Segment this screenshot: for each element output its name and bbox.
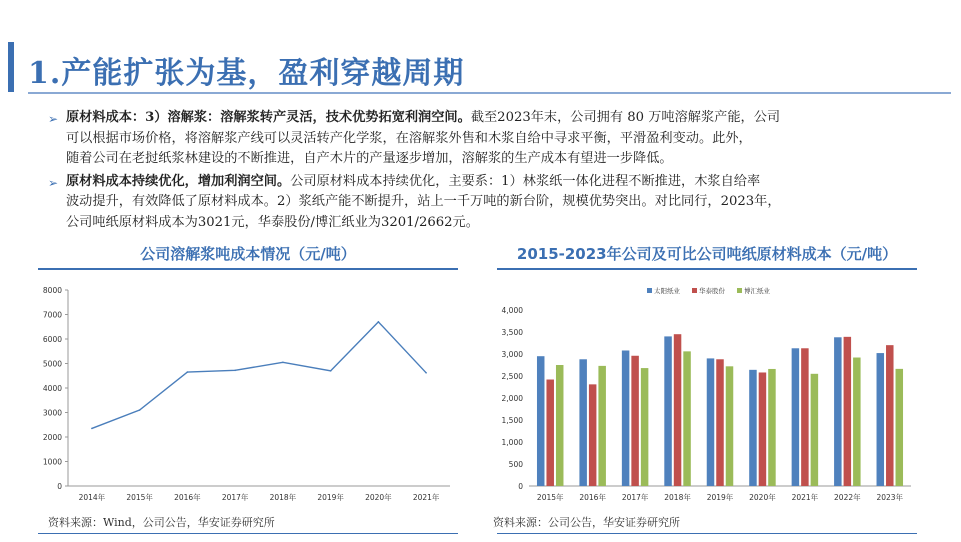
- page-title: 1.产能扩张为基，盈利穿越周期: [28, 56, 465, 91]
- y-tick-label: 1000: [42, 457, 62, 467]
- bar: [631, 356, 639, 486]
- bar: [792, 348, 800, 486]
- legend-label: 太阳纸业: [654, 287, 680, 295]
- y-tick-label: 8000: [42, 286, 62, 295]
- left-line-chart: [38, 276, 458, 506]
- x-tick-label: 2018年: [664, 493, 691, 502]
- bar: [716, 359, 724, 486]
- series-line: [92, 322, 426, 429]
- bar: [546, 380, 554, 486]
- y-tick-label: 2,000: [501, 394, 523, 403]
- right-bottom-rule: [497, 533, 917, 534]
- bar: [768, 369, 776, 486]
- data-point: [282, 361, 284, 363]
- bar: [811, 374, 819, 486]
- x-tick-label: 2015年: [126, 493, 153, 502]
- y-tick-label: 1,000: [501, 438, 523, 447]
- title-divider: [28, 92, 951, 94]
- bullet-lead: 原材料成本：3）溶解浆：溶解浆转产灵活，技术优势拓宽利润空间。: [66, 110, 471, 125]
- legend-label: 博汇纸业: [744, 287, 770, 295]
- bar: [749, 370, 757, 486]
- x-tick-label: 2019年: [317, 493, 344, 502]
- bar: [896, 369, 904, 486]
- y-tick-label: 3,000: [501, 350, 523, 359]
- x-tick-label: 2020年: [749, 493, 776, 502]
- y-tick-label: 500: [508, 460, 523, 469]
- data-point: [330, 370, 332, 372]
- bar: [589, 384, 597, 486]
- x-tick-label: 2015年: [536, 493, 564, 502]
- bullet-text-line: 截至2023年末，公司拥有 80 万吨溶解浆产能，公司: [470, 110, 781, 125]
- x-tick-label: 2018年: [269, 493, 297, 502]
- bullet-text-line: 波动提升，有效降低了原材料成本。2）浆纸产能不断提升，站上一千万吨的新台阶，规模优势突出。对比同行，2023年，: [66, 194, 781, 209]
- y-tick-label: 3000: [42, 408, 62, 418]
- left-chart-source: 资料来源：Wind，公司公告，华安证券研究所: [48, 516, 275, 529]
- bullet-lead: 原材料成本持续优化，增加利润空间。: [66, 173, 291, 189]
- left-chart-title: 公司溶解浆吨成本情况（元/吨）: [140, 245, 356, 263]
- bar: [726, 366, 734, 486]
- bar: [707, 358, 715, 486]
- y-tick-label: 4,000: [501, 306, 523, 315]
- x-tick-label: 2014年: [78, 493, 106, 502]
- right-chart-title: 2015-2023年公司及可比公司吨纸原材料成本（元/吨）: [516, 245, 898, 263]
- bullet-list: [48, 108, 918, 235]
- right-bar-chart: [497, 276, 917, 506]
- y-tick-label: 5000: [42, 359, 62, 369]
- bar: [556, 365, 564, 486]
- bar: [664, 336, 672, 486]
- legend-label: 华泰股份: [699, 287, 725, 295]
- x-tick-label: 2016年: [174, 493, 201, 502]
- bar: [877, 353, 885, 486]
- y-tick-label: 6000: [42, 335, 62, 344]
- y-tick-label: 0: [518, 482, 523, 491]
- bullet-arrow-icon: ➢: [48, 175, 59, 190]
- legend-swatch: [737, 288, 742, 293]
- x-tick-label: 2016年: [579, 493, 606, 502]
- legend-swatch: [647, 288, 652, 293]
- right-chart-title-rule: [497, 268, 917, 270]
- bullet-item-cost-optimization: [48, 172, 918, 234]
- left-chart-title-rule: [38, 268, 458, 270]
- bar: [844, 337, 852, 486]
- bullet-item-dissolving-pulp: [48, 108, 918, 170]
- legend-swatch: [692, 288, 697, 293]
- right-chart-source: 资料来源：公司公告，华安证券研究所: [493, 516, 680, 529]
- y-tick-label: 1,500: [501, 416, 523, 425]
- bar: [886, 345, 894, 486]
- x-tick-label: 2017年: [621, 493, 649, 502]
- bullet-text-line: 公司吨纸原材料成本为3021元，华泰股份/博汇纸业为3201/2662元。: [66, 214, 479, 230]
- left-bottom-rule: [38, 533, 458, 534]
- bar: [834, 337, 842, 486]
- data-point: [234, 370, 236, 372]
- y-tick-label: 7000: [42, 310, 62, 320]
- x-tick-label: 2023年: [876, 493, 904, 502]
- y-tick-label: 2,500: [501, 372, 523, 381]
- y-tick-label: 3,500: [501, 328, 523, 337]
- x-tick-label: 2017年: [221, 493, 249, 502]
- x-tick-label: 2020年: [365, 493, 392, 502]
- x-tick-label: 2019年: [706, 493, 734, 502]
- bullet-text-line: 公司原材料成本持续优化，主要系：1）林浆纸一体化进程不断推进，木浆自给率: [290, 173, 761, 189]
- bar: [641, 368, 649, 486]
- bar: [683, 351, 691, 486]
- data-point: [378, 321, 380, 323]
- y-tick-label: 0: [57, 482, 62, 491]
- y-tick-label: 2000: [42, 433, 62, 442]
- data-point: [91, 428, 93, 430]
- bar: [853, 358, 861, 486]
- x-tick-label: 2021年: [791, 493, 819, 502]
- data-point: [139, 409, 141, 411]
- bar: [801, 348, 809, 486]
- bullet-arrow-icon: ➢: [48, 112, 59, 126]
- bar: [759, 372, 767, 486]
- bullet-text-line: 可以根据市场价格，将溶解浆产线可以灵活转产化学浆，在溶解浆外售和木浆自给中寻求平衡，平滑盈利变动。此外，: [66, 130, 752, 146]
- x-tick-label: 2021年: [412, 493, 440, 502]
- bullet-text-line: 随着公司在老挝纸浆林建设的不断推进，自产木片的产量逐步增加，溶解浆的生产成本有望进一步降低。: [66, 151, 673, 166]
- data-point: [425, 372, 427, 374]
- bar: [674, 334, 682, 486]
- data-point: [187, 371, 189, 373]
- bar: [579, 359, 587, 486]
- bar: [598, 366, 606, 486]
- title-accent-bar: [8, 42, 14, 92]
- y-tick-label: 4000: [42, 384, 62, 393]
- bar: [537, 356, 545, 486]
- bar: [622, 350, 630, 486]
- x-tick-label: 2022年: [834, 493, 861, 502]
